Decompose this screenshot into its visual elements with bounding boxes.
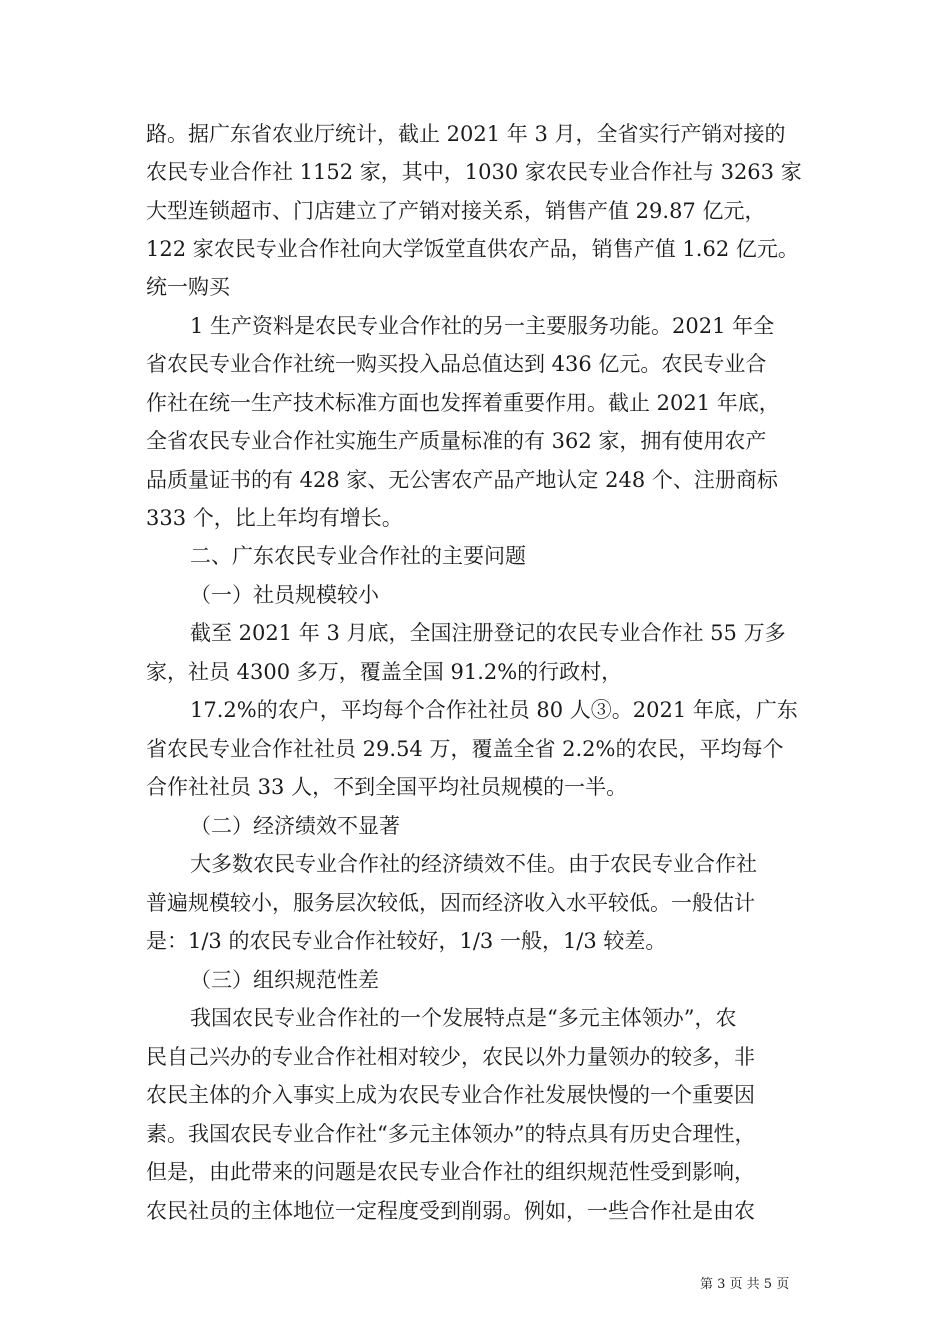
section-label: 统一购买 (146, 275, 230, 299)
text-line: 省农民专业合作社统一购买投入品总值达到 436 亿元。农民专业合 (146, 352, 767, 376)
text-line: 我国农民专业合作社的一个发展特点是“多元主体领办”，农 (190, 1006, 737, 1030)
page-number: 第 3 页 共 5 页 (700, 1277, 790, 1292)
subsection-heading: （三）组织规范性差 (190, 968, 379, 992)
text-line: 1 生产资料是农民专业合作社的另一主要服务功能。2021 年全 (190, 314, 775, 338)
text-line: 农民社员的主体地位一定程度受到削弱。例如，一些合作社是由农 (146, 1199, 755, 1223)
text-line: 民自己兴办的专业合作社相对较少，农民以外力量领办的较多，非 (146, 1045, 755, 1069)
text-line: 路。据广东省农业厅统计，截止 2021 年 3 月，全省实行产销对接的 (146, 122, 786, 146)
text-line: 家，社员 4300 多万，覆盖全国 91.2%的行政村， (146, 660, 623, 684)
text-line: 作社在统一生产技术标准方面也发挥着重要作用。截止 2021 年底， (146, 391, 780, 415)
text-line: 农民专业合作社 1152 家，其中，1030 家农民专业合作社与 3263 家 (146, 160, 802, 184)
text-line: 122 家农民专业合作社向大学饭堂直供农产品，销售产值 1.62 亿元。 (146, 237, 799, 261)
text-line: 截至 2021 年 3 月底，全国注册登记的农民专业合作社 55 万多 (190, 621, 786, 645)
subsection-heading: （一）社员规模较小 (190, 583, 379, 607)
text-line: 省农民专业合作社社员 29.54 万，覆盖全省 2.2%的农民，平均每个 (146, 737, 784, 761)
text-line: 333 个，比上年均有增长。 (146, 506, 403, 530)
text-line: 是：1/3 的农民专业合作社较好，1/3 一般，1/3 较差。 (146, 929, 667, 953)
text-line: 但是，由此带来的问题是农民专业合作社的组织规范性受到影响， (146, 1160, 755, 1184)
text-line: 品质量证书的有 428 家、无公害农产品产地认定 248 个、注册商标 (146, 468, 778, 492)
text-line: 普遍规模较小，服务层次较低，因而经济收入水平较低。一般估计 (146, 891, 755, 915)
text-line: 大多数农民专业合作社的经济绩效不佳。由于农民专业合作社 (190, 852, 757, 876)
section-heading: 二、广东农民专业合作社的主要问题 (190, 544, 526, 568)
subsection-heading: （二）经济绩效不显著 (190, 814, 400, 838)
text-line: 农民主体的介入事实上成为农民专业合作社发展快慢的一个重要因 (146, 1083, 755, 1107)
text-line: 全省农民专业合作社实施生产质量标准的有 362 家，拥有使用农产 (146, 429, 767, 453)
text-line: 素。我国农民专业合作社“多元主体领办”的特点具有历史合理性， (146, 1122, 756, 1146)
text-line: 合作社社员 33 人，不到全国平均社员规模的一半。 (146, 775, 628, 799)
text-line: 大型连锁超市、门店建立了产销对接关系，销售产值 29.87 亿元， (146, 199, 766, 223)
text-line: 17.2%的农户，平均每个合作社社员 80 人③。2021 年底，广东 (190, 698, 798, 722)
